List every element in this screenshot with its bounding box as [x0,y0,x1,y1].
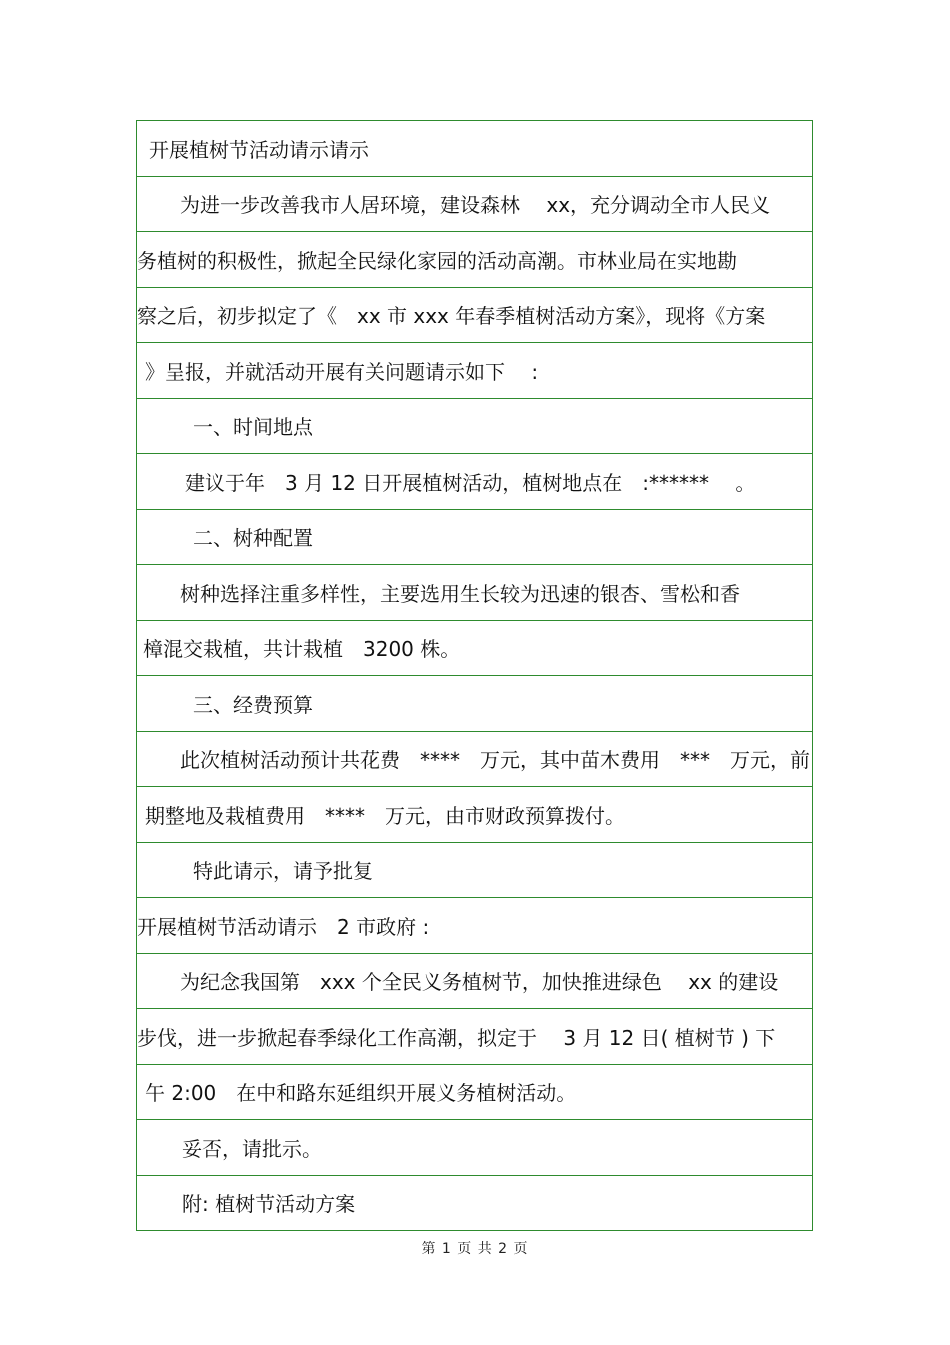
paragraph-line: 午 2:00 在中和路东延组织开展义务植树活动。 [145,1081,577,1106]
table-row [137,232,812,288]
paragraph-line: 妥否，请批示。 [182,1136,322,1161]
paragraph-line: 开展植树节活动请示 2 市政府 : [137,914,430,939]
table-row [137,898,812,954]
table-row [137,1065,812,1121]
table-row [137,954,812,1010]
table-row [137,510,812,566]
document-table [136,120,813,1231]
section-heading: 一、时间地点 [193,415,313,440]
paragraph-line: 建议于年 3 月 12 日开展植树活动，植树地点在 :****** 。 [185,470,756,495]
table-row [137,399,812,455]
paragraph-line: 此次植树活动预计共花费 **** 万元，其中苗木费用 *** 万元，前 [180,748,810,773]
table-row [137,843,812,899]
table-row [137,454,812,510]
table-row [137,1176,812,1231]
table-row [137,288,812,344]
table-row [137,732,812,788]
paragraph-line: 为进一步改善我市人居环境，建设森林 xx，充分调动全市人民义 [180,193,771,218]
table-row [137,1120,812,1176]
paragraph-line: 为纪念我国第 xxx 个全民义务植树节，加快推进绿色 xx 的建设 [180,970,779,995]
table-row [137,121,812,177]
paragraph-line: 》呈报，并就活动开展有关问题请示如下 : [145,359,539,384]
paragraph-line: 察之后，初步拟定了《 xx 市 xxx 年春季植树活动方案》，现将《方案 [137,304,766,329]
table-row [137,676,812,732]
table-row [137,177,812,233]
table-row [137,1009,812,1065]
page-number: 第 1 页 共 2 页 [421,1241,529,1257]
paragraph-line: 树种选择注重多样性，主要选用生长较为迅速的银杏、雪松和香 [180,581,740,606]
table-row [137,565,812,621]
paragraph-line: 步伐，进一步掀起春季绿化工作高潮，拟定于 3 月 12 日( 植树节 ) 下 [137,1025,776,1050]
table-row [137,343,812,399]
table-row [137,787,812,843]
paragraph-line: 务植树的积极性，掀起全民绿化家园的活动高潮。市林业局在实地勘 [137,248,737,273]
section-heading: 三、经费预算 [193,692,313,717]
table-row [137,621,812,677]
paragraph-line: 特此请示，请予批复 [193,859,373,884]
section-heading: 二、树种配置 [193,526,313,551]
paragraph-line: 樟混交栽植，共计栽植 3200 株。 [143,637,461,662]
paragraph-line: 期整地及栽植费用 **** 万元，由市财政预算拨付。 [145,803,625,828]
document-title: 开展植树节活动请示请示 [149,137,369,162]
paragraph-line: 附: 植树节活动方案 [182,1192,356,1217]
